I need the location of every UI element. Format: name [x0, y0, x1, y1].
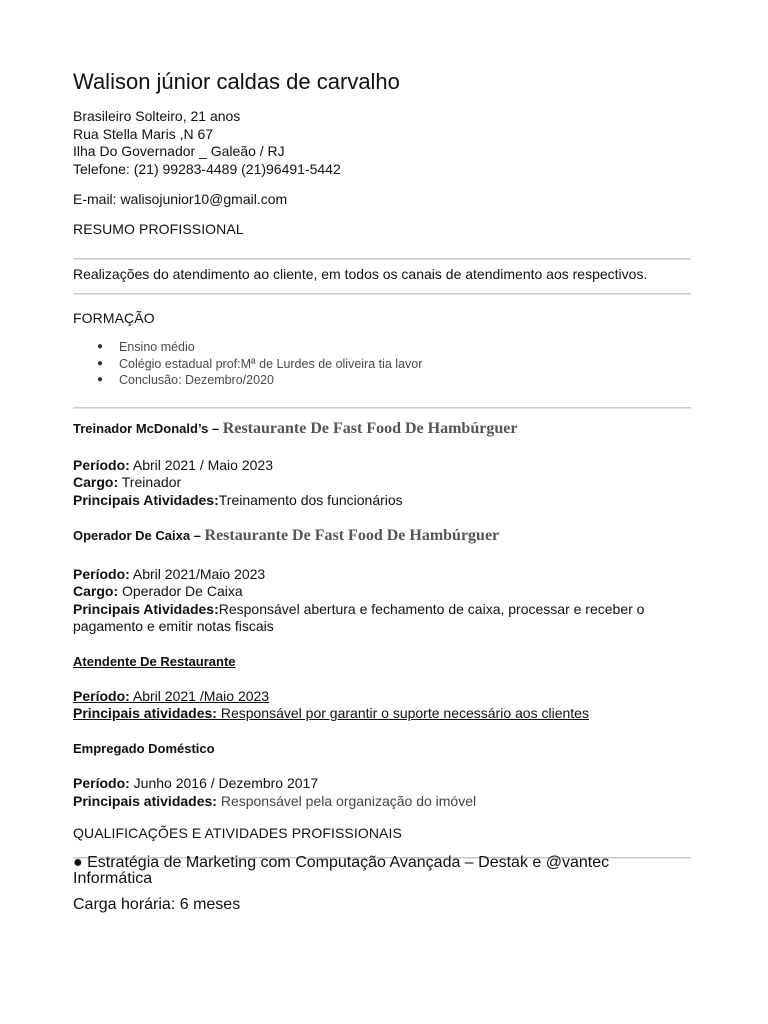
bullet-icon: ●: [97, 357, 104, 369]
job-title: Atendente De Restaurante: [73, 654, 236, 669]
divider: [73, 258, 691, 259]
section-title-formacao: FORMAÇÃO: [73, 310, 155, 326]
info-line-neighborhood: Ilha Do Governador _ Galeão / RJ: [73, 143, 285, 159]
qualification-item: ● Estratégia de Marketing com Computação Avançada – Destak e @vantec Informática: [73, 854, 610, 887]
job-period: Período: Abril 2021 /Maio 2023: [73, 688, 270, 704]
job-company: Restaurante De Fast Food De Hambúrguer: [222, 420, 518, 437]
job-period: Período: Abril 2021/Maio 2023: [73, 566, 266, 582]
bullet-icon: ●: [97, 341, 104, 352]
job-activities-cont: pagamento e emitir notas fiscais: [73, 618, 274, 634]
job-activities: Principais atividades: Responsável por garantir o suporte necessário aos clientes: [73, 705, 589, 721]
job-period: Período: Abril 2021 / Maio 2023: [73, 457, 273, 473]
job-activities: Principais Atividades:Treinamento dos funcionários: [73, 492, 403, 508]
section-title-qualificacoes: QUALIFICAÇÕES E ATIVIDADES PROFISSIONAIS: [73, 825, 402, 841]
job-period: Período: Junho 2016 / Dezembro 2017: [73, 775, 319, 791]
job-title: Empregado Doméstico: [73, 741, 215, 756]
email-line: E-mail: walisojunior10@gmail.com: [73, 191, 288, 207]
list-item: ● Colégio estadual prof:Mª de Lurdes de oliveira tia lavor: [97, 356, 423, 371]
job-role: Cargo: Operador De Caixa: [73, 583, 243, 599]
page-title: Walison júnior caldas de carvalho: [73, 69, 400, 94]
formacao-list: [73, 339, 422, 389]
job-company: Restaurante De Fast Food De Hambúrguer: [204, 527, 500, 544]
bullet-icon: ●: [97, 374, 104, 385]
resumo-text: Realizações do atendimento ao cliente, em todos os canais de atendimento aos respectivos.: [73, 266, 648, 282]
job-activities: Principais atividades: Responsável pela organização do imóvel: [73, 793, 477, 809]
job-activities: Principais Atividades:Responsável abertura e fechamento de caixa, processar e receber o: [73, 601, 645, 617]
info-line-phone: Telefone: (21) 99283-4489 (21)96491-5442: [73, 160, 341, 177]
divider: [73, 407, 691, 408]
list-item: ● Conclusão: Dezembro/2020: [97, 373, 274, 387]
qualification-hours: Carga horária: 6 meses: [73, 896, 241, 913]
divider: [73, 293, 691, 294]
info-line-nationality: Brasileiro Solteiro, 21 anos: [73, 108, 241, 124]
list-item: ● Ensino médio: [97, 340, 195, 354]
info-line-street: Rua Stella Maris ,N 67: [73, 125, 214, 142]
personal-info: [73, 108, 341, 178]
job-title: Treinador McDonald’s – Restaurante De Fast Food De Hambúrguer: [73, 420, 518, 437]
job-title: Operador De Caixa – Restaurante De Fast Food De Hambúrguer: [73, 527, 500, 544]
job-role: Cargo: Treinador: [73, 474, 182, 490]
section-title-resumo: RESUMO PROFISSIONAL: [73, 221, 244, 237]
